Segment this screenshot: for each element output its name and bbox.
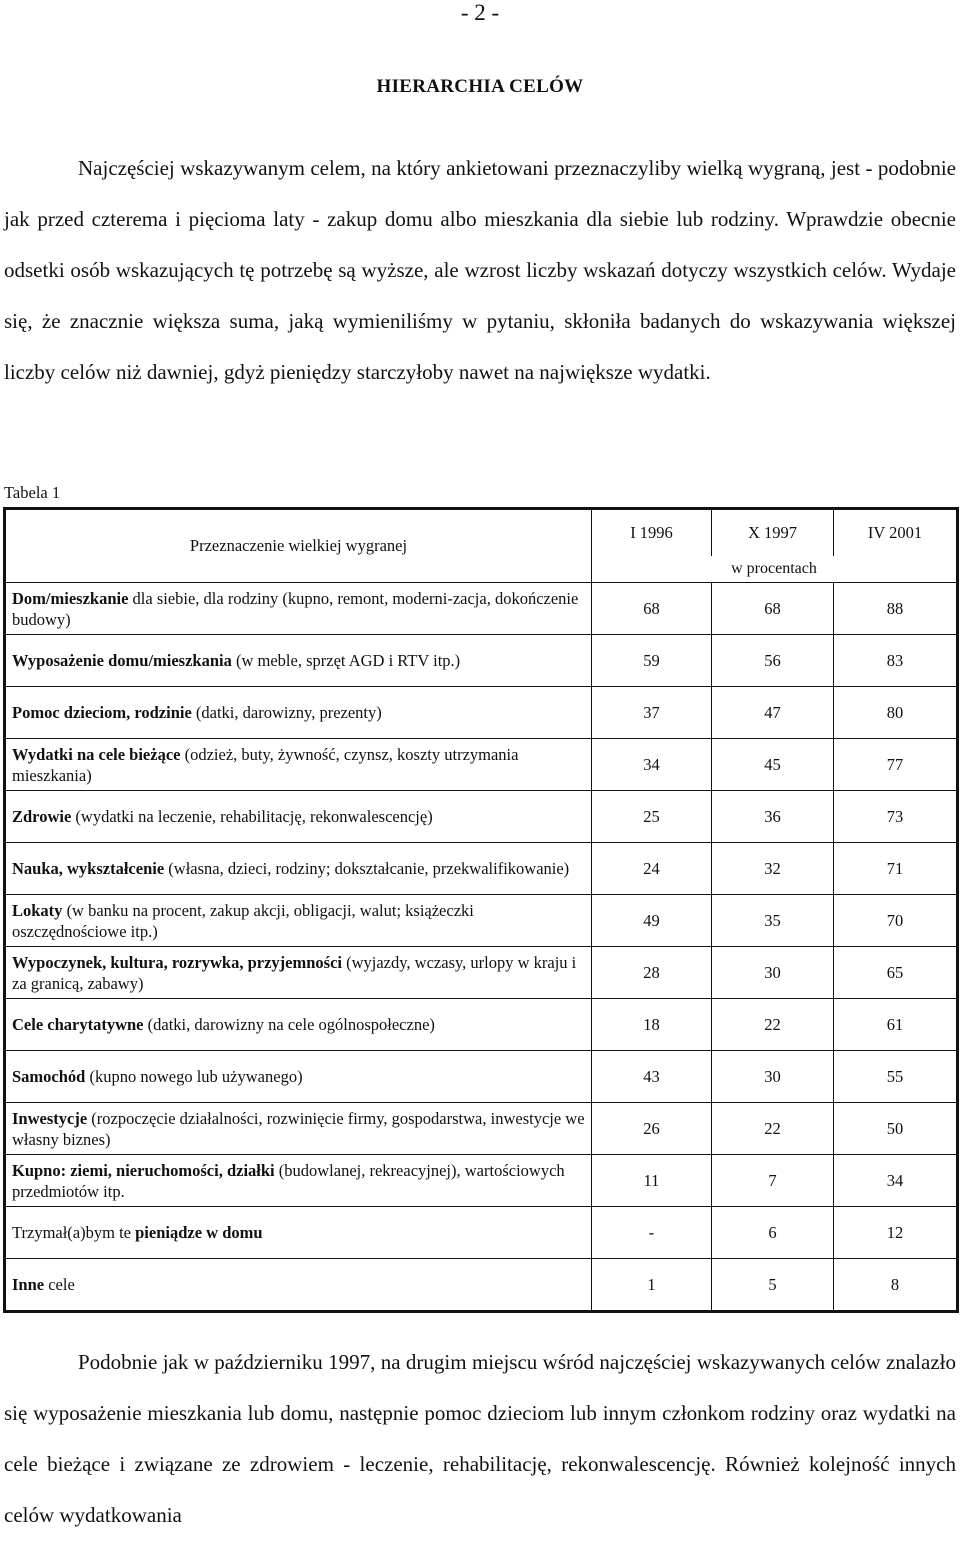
row-details: (w meble, sprzęt AGD i RTV itp.) <box>231 651 461 670</box>
row-details: cele <box>44 1275 75 1294</box>
table-row <box>5 843 958 895</box>
row-category: Wydatki na cele bieżące <box>12 744 181 764</box>
row-description <box>5 999 592 1051</box>
row-details: (kupno nowego lub używanego) <box>85 1067 303 1086</box>
row-details: (datki, darowizny, prezenty) <box>191 703 382 722</box>
cell-value: 7 <box>712 1155 834 1207</box>
row-details: (odzież, buty, żywność, czynsz, koszty utrzymania mieszkania) <box>12 744 519 785</box>
row-details: (wyjazdy, wczasy, urlopy w kraju i za granicą, zabawy) <box>12 952 577 993</box>
table-row <box>5 635 958 687</box>
cell-value: 6 <box>712 1207 834 1259</box>
table-header-label: Przeznaczenie wielkiej wygranej <box>5 509 592 583</box>
cell-value: 11 <box>592 1155 712 1207</box>
row-details: (własna, dzieci, rodziny; dokształcanie, przekwalifikowanie) <box>164 859 570 878</box>
row-category: Lokaty <box>12 900 63 920</box>
cell-value: 1 <box>592 1259 712 1312</box>
row-description <box>5 687 592 739</box>
table-row <box>5 1155 958 1207</box>
row-details: (wydatki na leczenie, rehabilitację, rekonwalescencję) <box>71 807 433 826</box>
row-details: (datki, darowizny na cele ogólnospołeczne) <box>143 1015 435 1034</box>
column-header: I 1996 <box>592 509 712 557</box>
row-details: (w banku na procent, zakup akcji, obligacji, walut; książeczki oszczędnościowe itp.) <box>12 900 474 941</box>
cell-value: 30 <box>712 947 834 999</box>
cell-value: 45 <box>712 739 834 791</box>
cell-value: 30 <box>712 1051 834 1103</box>
table-row <box>5 1207 958 1259</box>
intro-paragraph <box>4 143 956 398</box>
row-description <box>5 1103 592 1155</box>
cell-value: 34 <box>834 1155 958 1207</box>
cell-value: 88 <box>834 583 958 635</box>
cell-value: 25 <box>592 791 712 843</box>
row-category: Nauka, wykształcenie <box>12 859 165 878</box>
row-category: Dom/mieszkanie <box>12 588 129 608</box>
cell-value: 36 <box>712 791 834 843</box>
row-description <box>5 895 592 947</box>
cell-value: 70 <box>834 895 958 947</box>
row-category: Pomoc dzieciom, rodzinie <box>12 703 192 722</box>
cell-value: 56 <box>712 635 834 687</box>
cell-value: 47 <box>712 687 834 739</box>
row-category: Samochód <box>12 1067 86 1086</box>
cell-value: - <box>592 1207 712 1259</box>
table-row <box>5 1259 958 1312</box>
closing-paragraph <box>4 1337 956 1541</box>
cell-value: 59 <box>592 635 712 687</box>
table-row <box>5 583 958 635</box>
section-title: HIERARCHIA CELÓW <box>376 76 584 97</box>
cell-value: 49 <box>592 895 712 947</box>
row-category: Zdrowie <box>12 807 72 826</box>
row-description <box>5 635 592 687</box>
table-row <box>5 1103 958 1155</box>
cell-value: 37 <box>592 687 712 739</box>
cell-value: 80 <box>834 687 958 739</box>
results-table <box>3 507 959 1313</box>
cell-value: 22 <box>712 1103 834 1155</box>
cell-value: 73 <box>834 791 958 843</box>
cell-value: 71 <box>834 843 958 895</box>
row-details: (rozpoczęcie działalności, rozwinięcie firmy, gospodarstwa, inwestycje we własny biznes) <box>12 1108 585 1149</box>
page-number: - 2 - <box>460 0 500 25</box>
cell-value: 34 <box>592 739 712 791</box>
row-description <box>5 1259 592 1312</box>
cell-value: 61 <box>834 999 958 1051</box>
table-caption: Tabela 1 <box>4 483 61 502</box>
table-row <box>5 687 958 739</box>
row-category: Inne <box>12 1275 45 1294</box>
cell-value: 12 <box>834 1207 958 1259</box>
cell-value: 35 <box>712 895 834 947</box>
cell-value: 68 <box>592 583 712 635</box>
row-description <box>5 947 592 999</box>
table-row <box>5 1051 958 1103</box>
cell-value: 50 <box>834 1103 958 1155</box>
cell-value: 55 <box>834 1051 958 1103</box>
row-category: Wypoczynek, kultura, rozrywka, przyjemności <box>12 952 342 972</box>
row-description <box>5 739 592 791</box>
cell-value: 77 <box>834 739 958 791</box>
cell-value: 26 <box>592 1103 712 1155</box>
row-description <box>5 583 592 635</box>
row-description <box>5 843 592 895</box>
table-row <box>5 739 958 791</box>
cell-value: 43 <box>592 1051 712 1103</box>
row-category: Wyposażenie domu/mieszkania <box>12 651 232 670</box>
cell-value: 65 <box>834 947 958 999</box>
row-category: Kupno: ziemi, nieruchomości, działki <box>12 1160 275 1180</box>
row-category: Inwestycje <box>12 1108 88 1128</box>
table-row <box>5 895 958 947</box>
column-header: IV 2001 <box>834 509 958 557</box>
table-row <box>5 791 958 843</box>
table-row <box>5 999 958 1051</box>
closing-paragraph-text: Podobnie jak w październiku 1997, na drugim miejscu wśród najczęściej wskazywanych celów znalazło się wyposażenie mieszkania lub domu, następnie pomoc dzieciom lub innym członkom rodziny oraz wydatki na cele bieżące i związane ze zdrowiem - leczenie, rehabilitację, rekonwalescencję. Również kolejność innych celów wydatkowania <box>4 1350 956 1527</box>
row-description <box>5 1155 592 1207</box>
row-description <box>5 1207 592 1259</box>
cell-value: 83 <box>834 635 958 687</box>
column-header: X 1997 <box>712 509 834 557</box>
cell-value: 22 <box>712 999 834 1051</box>
cell-value: 18 <box>592 999 712 1051</box>
intro-paragraph-text: Najczęściej wskazywanym celem, na który ankietowani przeznaczyliby wielką wygraną, jest - podobnie jak przed czterema i pięcioma laty - zakup domu albo mieszkania dla siebie lub rodziny. Wprawdzie obecnie odsetki osób wskazujących tę potrzebę są wyższe, ale wzrost liczby wskazań dotyczy wszystkich celów. Wydaje się, że znacznie większa suma, jaką wymieniliśmy w pytaniu, skłoniła badanych do wskazywania większej liczby celów niż dawniej, gdyż pieniędzy starczyłoby nawet na największe wydatki. <box>4 156 956 384</box>
row-details: (budowlanej, rekreacyjnej), wartościowych przedmiotów itp. <box>12 1160 565 1201</box>
table-row <box>5 947 958 999</box>
table-header-row <box>5 509 958 557</box>
row-details: dla siebie, dla rodziny (kupno, remont, moderni-zacja, dokończenie budowy) <box>12 588 579 629</box>
cell-value: 32 <box>712 843 834 895</box>
row-category: pieniądze w domu <box>135 1223 263 1242</box>
row-description <box>5 791 592 843</box>
unit-label: w procentach <box>592 556 958 583</box>
row-prefix: Trzymał(a)bym te <box>12 1223 136 1242</box>
cell-value: 24 <box>592 843 712 895</box>
row-category: Cele charytatywne <box>12 1015 144 1034</box>
row-description <box>5 1051 592 1103</box>
cell-value: 5 <box>712 1259 834 1312</box>
cell-value: 8 <box>834 1259 958 1312</box>
cell-value: 28 <box>592 947 712 999</box>
cell-value: 68 <box>712 583 834 635</box>
